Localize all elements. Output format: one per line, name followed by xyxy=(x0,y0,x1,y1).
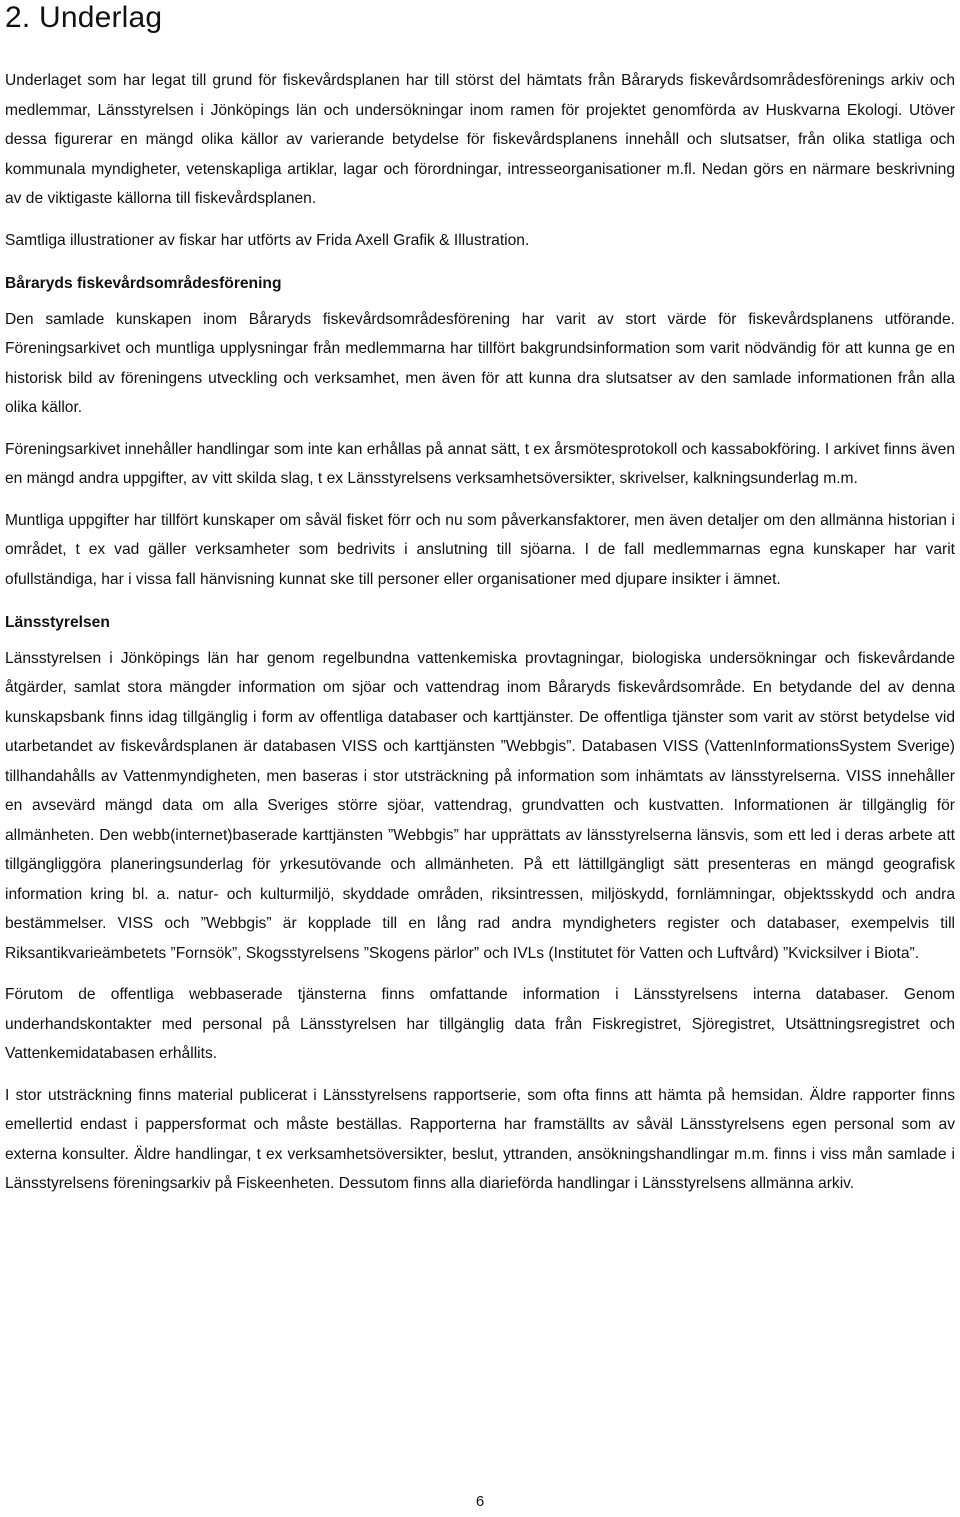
page-title: 2. Underlag xyxy=(5,1,163,34)
section-lansstyrelsen xyxy=(5,608,955,1199)
intro-section xyxy=(5,66,955,255)
document-page xyxy=(5,0,955,1517)
fvof-paragraph-1: Den samlade kunskapen inom Båraryds fiskevårdsområdesförening har varit av stort värde för fiskevårdsplanens utförande. Föreningsarkivet och muntliga upplysningar från medlemmarna har tillfört bakgrundsinformation som varit nödvändig för att kunna ge en historisk bild av föreningens utveckling och verksamhet, men även för att kunna dra slutsatser av den samlade informationen från alla olika källor. xyxy=(5,310,955,416)
section-heading-lst: Länsstyrelsen xyxy=(5,614,110,631)
fvof-paragraph-3: Muntliga uppgifter har tillfört kunskaper om såväl fisket förr och nu som påverkansfaktorer, men även detaljer om den allmänna historian i området, t ex vad gäller verksamheter som bedrivits i anslutning till sjöarna. I de fall medlemmarnas egna kunskaper har varit ofullständiga, har i vissa fall hänvisning kunnat ske till personer eller organisationer med djupare insikter i ämnet. xyxy=(5,511,955,588)
intro-paragraph-1: Underlaget som har legat till grund för fiskevårdsplanen har till störst del hämtats från Båraryds fiskevårdsområdesförenings arkiv och medlemmar, Länsstyrelsen i Jönköpings län och undersökningar inom ramen för projektet genomförda av Huskvarna Ekologi. Utöver dessa figurerar en mängd olika källor av varierande betydelse för fiskevårdsplanens innehåll och slutsatser, från olika statliga och kommunala myndigheter, vetenskapliga artiklar, lagar och förordningar, intresseorganisationer m.fl. Nedan görs en närmare beskrivning av de viktigaste källorna till fiskevårdsplanen. xyxy=(5,72,955,207)
lst-paragraph-3: I stor utsträckning finns material publicerat i Länsstyrelsens rapportserie, som ofta finns att hämta på hemsidan. Äldre rapporter finns emellertid endast i pappersformat och måste beställas. Rapporterna har framställts av såväl Länsstyrelsens egen personal som av externa konsulter. Äldre handlingar, t ex verksamhetsöversikter, beslut, yttranden, ansökningshandlingar m.m. finns i viss mån samlade i Länsstyrelsens föreningsarkiv på Fiskeenheten. Dessutom finns alla diarieförda handlingar i Länsstyrelsens allmänna arkiv. xyxy=(5,1086,955,1192)
intro-paragraph-2: Samtliga illustrationer av fiskar har utförts av Frida Axell Grafik & Illustration. xyxy=(5,231,530,249)
section-fiskevardsomradesforening xyxy=(5,269,955,594)
fvof-paragraph-2: Föreningsarkivet innehåller handlingar som inte kan erhållas på annat sätt, t ex årsmötesprotokoll och kassabokföring. I arkivet finns även en mängd andra uppgifter, av vitt skilda slag, t ex Länsstyrelsens verksamhetsöversikter, skrivelser, kalkningsunderlag m.m. xyxy=(5,440,955,487)
lst-paragraph-2: Förutom de offentliga webbaserade tjänsterna finns omfattande information i Länsstyrelsens interna databaser. Genom underhandskontakter med personal på Länsstyrelsen har tillgänglig data från Fiskregistret, Sjöregistret, Utsättningsregistret och Vattenkemidatabasen erhållits. xyxy=(5,986,955,1062)
page-number: 6 xyxy=(475,1493,485,1510)
lst-paragraph-1: Länsstyrelsen i Jönköpings län har genom regelbundna vattenkemiska provtagningar, biologiska undersökningar och fiskevårdande åtgärder, samlat stora mängder information om sjöar och vattendrag inom Båraryds fiskevårdsområde. En betydande del av denna kunskapsbank finns idag tillgänglig i form av offentliga databaser och karttjänster. De offentliga tjänster som varit av störst betydelse vid utarbetandet av fiskevårdsplanen är databasen VISS och karttjänsten ”Webbgis”. Databasen VISS (VattenInformationsSystem Sverige) tillhandahålls av Vattenmyndigheten, men baseras i stor utsträckning på information som inhämtats av länsstyrelserna. VISS innehåller en avsevärd mängd data om alla Sveriges större sjöar, vattendrag, grundvatten och kustvatten. Informationen är tillgänglig för allmänheten. Den webb(internet)baserade karttjänsten ”Webbgis” har upprättats av länsstyrelserna länsvis, som ett led i deras arbete att tillgängliggöra planeringsunderlag för yrkesutövande och allmänheten. På ett lättillgängligt sätt presenteras en mängd geografisk information kring bl. a. natur- och kulturmiljö, skyddade områden, riksintressen, miljöskydd, fornlämningar, objektsskydd och andra bestämmelser. VISS och ”Webbgis” är kopplade till en lång rad andra myndigheters register och databaser, exempelvis till Riksantikvarieämbetets ”Fornsök”, Skogsstyrelsens ”Skogens pärlor” och IVLs (Institutet för Vatten och Luftvård) ”Kvicksilver i Biota”. xyxy=(5,649,955,962)
section-heading-fvof: Båraryds fiskevårdsområdesförening xyxy=(5,275,282,292)
